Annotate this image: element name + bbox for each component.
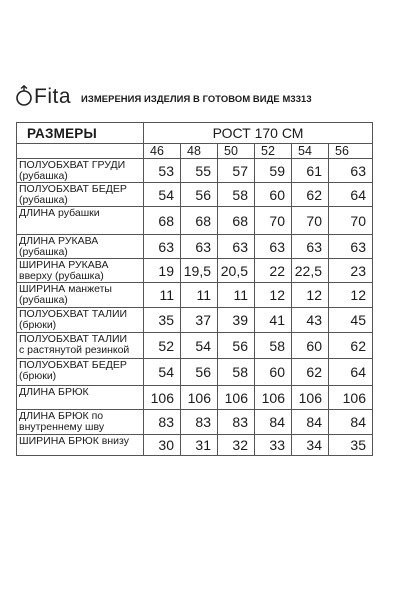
measurement-value: 35 — [329, 435, 373, 456]
measurement-value: 33 — [255, 435, 292, 456]
measurement-label-line: (брюки) — [19, 319, 57, 331]
measurement-label-line: ДЛИНА РУКАВА — [19, 235, 99, 247]
table-row — [17, 183, 373, 207]
measurement-value: 34 — [292, 435, 329, 456]
measurement-value: 84 — [255, 410, 292, 435]
measurement-value: 54 — [144, 183, 181, 207]
measurement-value: 63 — [181, 235, 218, 259]
measurement-value: 11 — [181, 283, 218, 308]
measurement-label — [17, 235, 144, 259]
measurement-value: 106 — [144, 386, 181, 410]
measurement-value: 64 — [329, 183, 373, 207]
measurement-value: 60 — [292, 333, 329, 359]
measurement-label — [17, 259, 144, 283]
measurement-value: 106 — [255, 386, 292, 410]
measurement-value: 70 — [329, 207, 373, 235]
measurement-value: 35 — [144, 308, 181, 333]
brand-name: Fita — [34, 84, 72, 108]
measurement-value: 43 — [292, 308, 329, 333]
measurement-value: 19,5 — [181, 259, 218, 283]
measurement-value: 58 — [218, 359, 255, 386]
measurement-label — [17, 159, 144, 183]
table-row — [17, 207, 373, 235]
measurement-value: 63 — [144, 235, 181, 259]
measurement-label-line: с растянутой резинкой — [19, 344, 130, 356]
measurement-value: 63 — [255, 235, 292, 259]
measurement-label-line: ШИРИНА РУКАВА — [19, 259, 109, 271]
table-row — [17, 410, 373, 435]
measurement-label — [17, 435, 144, 456]
measurement-value: 58 — [218, 183, 255, 207]
measurement-value: 41 — [255, 308, 292, 333]
measurement-label-line: внутреннему шву — [19, 421, 105, 433]
measurement-value: 12 — [255, 283, 292, 308]
size-header-56: 56 — [329, 144, 373, 159]
measurement-value: 53 — [144, 159, 181, 183]
measurement-value: 58 — [255, 333, 292, 359]
measurement-value: 62 — [329, 333, 373, 359]
measurement-value: 60 — [255, 359, 292, 386]
measurement-value: 62 — [292, 183, 329, 207]
measurement-value: 106 — [329, 386, 373, 410]
measurement-value: 68 — [181, 207, 218, 235]
height-group-label: РОСТ 170 СМ — [144, 123, 373, 144]
measurement-label — [17, 333, 144, 359]
measurement-value: 106 — [292, 386, 329, 410]
measurement-value: 63 — [329, 159, 373, 183]
measurement-label-line: (рубашка) — [19, 194, 68, 206]
measurement-value: 20,5 — [218, 259, 255, 283]
measurement-value: 54 — [144, 359, 181, 386]
measurement-value: 61 — [292, 159, 329, 183]
measurement-value: 31 — [181, 435, 218, 456]
measurement-value: 12 — [329, 283, 373, 308]
page-title: ИЗМЕРЕНИЯ ИЗДЕЛИЯ В ГОТОВОМ ВИДЕ М3313 — [81, 92, 312, 104]
size-header-52: 52 — [255, 144, 292, 159]
measurement-value: 63 — [329, 235, 373, 259]
table-row — [17, 283, 373, 308]
measurement-value: 57 — [218, 159, 255, 183]
table-row — [17, 259, 373, 283]
measurement-value: 39 — [218, 308, 255, 333]
measurement-label — [17, 283, 144, 308]
measurement-label-line: (рубашка) — [19, 294, 68, 306]
measurement-label — [17, 410, 144, 435]
size-header-54: 54 — [292, 144, 329, 159]
measurement-label-line: (рубашка) — [19, 246, 68, 258]
header — [15, 83, 395, 109]
measurement-value: 22,5 — [292, 259, 329, 283]
measurement-label-line: ШИРИНА манжеты — [19, 283, 112, 295]
measurement-value: 62 — [292, 359, 329, 386]
measurement-value: 64 — [329, 359, 373, 386]
measurement-label — [17, 308, 144, 333]
size-header-46: 46 — [144, 144, 181, 159]
table-row — [17, 435, 373, 456]
measurement-label — [17, 183, 144, 207]
table-row — [17, 386, 373, 410]
measurement-value: 11 — [144, 283, 181, 308]
measurement-value: 56 — [181, 183, 218, 207]
measurement-value: 54 — [181, 333, 218, 359]
measurement-value: 84 — [292, 410, 329, 435]
measurement-label-line: ШИРИНА БРЮК внизу — [19, 435, 129, 447]
measurement-value: 106 — [218, 386, 255, 410]
measurement-label — [17, 359, 144, 386]
measurement-value: 60 — [255, 183, 292, 207]
size-header-48: 48 — [181, 144, 218, 159]
measurement-label — [17, 386, 144, 410]
measurement-value: 59 — [255, 159, 292, 183]
measurement-value: 106 — [181, 386, 218, 410]
measurement-value: 37 — [181, 308, 218, 333]
measurement-value: 70 — [255, 207, 292, 235]
brand-logo — [15, 85, 71, 107]
measurement-value: 45 — [329, 308, 373, 333]
measurement-value: 32 — [218, 435, 255, 456]
measurement-label-line: вверху (рубашка) — [19, 270, 104, 282]
measurement-label-line: ДЛИНА рубашки — [19, 207, 100, 219]
measurement-label-line: ПОЛУОБХВАТ ГРУДИ — [19, 159, 126, 171]
measurement-value: 83 — [144, 410, 181, 435]
size-header-label: РАЗМЕРЫ — [17, 123, 144, 144]
measurement-value: 12 — [292, 283, 329, 308]
measurement-value: 70 — [292, 207, 329, 235]
measurement-value: 22 — [255, 259, 292, 283]
table-row — [17, 235, 373, 259]
measurement-value: 55 — [181, 159, 218, 183]
measurement-value: 68 — [218, 207, 255, 235]
circle-arrow-logo-icon — [15, 85, 33, 107]
measurement-label-line: (брюки) — [19, 370, 57, 382]
measurement-value: 19 — [144, 259, 181, 283]
measurement-value: 83 — [218, 410, 255, 435]
measurement-label-line: ДЛИНА БРЮК по — [19, 410, 104, 422]
measurement-value: 63 — [218, 235, 255, 259]
measurement-value: 52 — [144, 333, 181, 359]
table-row — [17, 308, 373, 333]
measurement-value: 84 — [329, 410, 373, 435]
measurement-value: 83 — [181, 410, 218, 435]
measurement-value: 11 — [218, 283, 255, 308]
measurement-label-line: ПОЛУОБХВАТ БЕДЕР — [19, 359, 127, 371]
table-row — [17, 333, 373, 359]
size-table — [16, 122, 373, 456]
measurement-value: 56 — [181, 359, 218, 386]
size-header-50: 50 — [218, 144, 255, 159]
measurement-value: 68 — [144, 207, 181, 235]
measurement-value: 63 — [292, 235, 329, 259]
measurement-value: 56 — [218, 333, 255, 359]
measurement-label-line: ПОЛУОБХВАТ ТАЛИИ — [19, 308, 128, 320]
measurement-label-line: ПОЛУОБХВАТ БЕДЕР — [19, 183, 127, 195]
sizes-row-empty-cell — [17, 144, 144, 159]
measurement-label — [17, 207, 144, 235]
measurement-label-line: ПОЛУОБХВАТ ТАЛИИ — [19, 333, 128, 345]
measurement-label-line: (рубашка) — [19, 170, 68, 182]
measurement-value: 23 — [329, 259, 373, 283]
table-row — [17, 159, 373, 183]
table-row — [17, 359, 373, 386]
sizes-row — [17, 144, 373, 159]
measurement-value: 30 — [144, 435, 181, 456]
measurement-label-line: ДЛИНА БРЮК — [19, 386, 89, 398]
